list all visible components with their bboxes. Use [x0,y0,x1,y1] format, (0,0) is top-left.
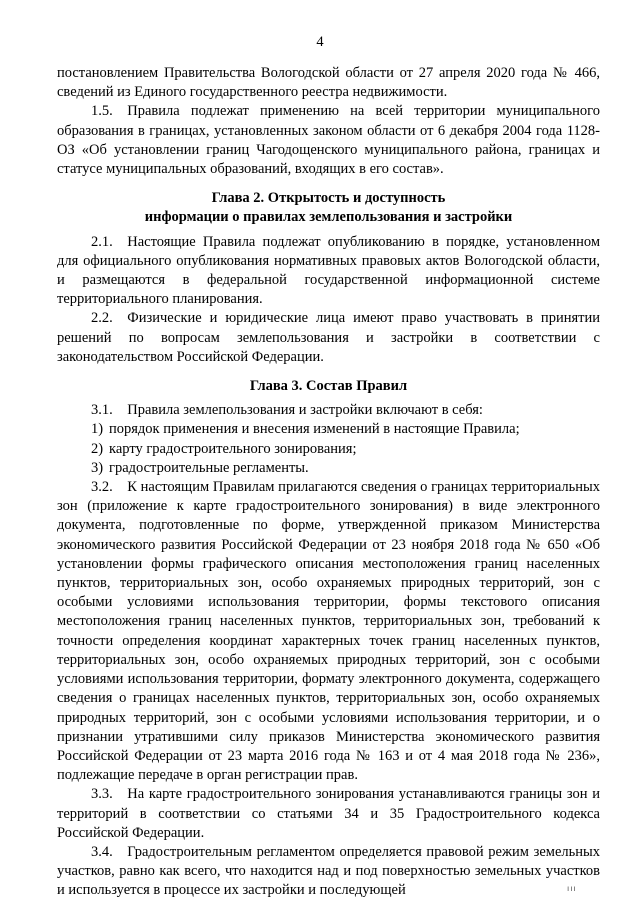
chapter-3-title: Глава 3. Состав Правил [249,378,408,395]
paragraph-3-4: 3.4. Градостроительным регламентом определяется правовой режим земельных участков, равно как всего, что находится над и под поверхностью земельных участков и используется в процессе их застройки и последующей [57,843,600,899]
list-item-text: градостроительные регламенты. [109,459,309,476]
paragraph-3-3: 3.3. На карте градостроительного зонирования устанавливаются границы зон и территорий в соответствии со статьями 34 и 35 Градостроительного кодекса Российской Федерации. [57,786,600,841]
list-item [57,420,600,439]
list-item [57,440,600,459]
list-item [57,459,600,478]
document-body [57,64,600,901]
list-item-number: 3) [91,459,104,476]
paragraph-1-5: 1.5. Правила подлежат применению на всей территории муниципального образования в границах, установленных законом области от 6 декабря 2004 года 1128-ОЗ «Об установлении границ Чагодощенского муниципального района, границах и статусе муниципальных образований, входящих в его состав». [57,103,600,178]
footer-mark: ııı [567,884,577,893]
paragraph-2-2: 2.2. Физические и юридические лица имеют право участвовать в принятии решений по вопросам землепользования и застройки в соответствии с законодательством Российской Федерации. [57,310,600,365]
paragraph-continuation: постановлением Правительства Вологодской области от 27 апреля 2020 года № 466, сведений из Единого государственного реестра недвижимости. [57,65,600,101]
page-number: 4 [316,34,324,50]
chapter-2-title-line1: Глава 2. Открытость и доступность [211,190,446,207]
list-item-text: порядок применения и внесения изменений в настоящие Правила; [109,421,520,438]
list-item-text: карту градостроительного зонирования; [109,440,357,457]
list-item-number: 2) [91,440,104,457]
list-item-number: 1) [91,421,104,438]
paragraph-2-1: 2.1. Настоящие Правила подлежат опубликованию в порядке, установленном для официального опубликования нормативных правовых актов Вологодской области, и размещаются в федеральной государственной информационной системе территориального планирования. [57,233,600,308]
paragraph-3-2: 3.2. К настоящим Правилам прилагаются сведения о границах территориальных зон (приложение к карте градостроительного зонирования) в виде электронного документа, подготовленные по форме, утвержденной приказом Министерства экономического развития Российской Федерации от 23 ноября 2018 года № 650 «Об установлении формы графического описания местоположения границ населенных пунктов, территориальных зон, особо охраняемых природных территорий, зон с особыми условиями использования территории, формы текстового описания местоположения границ населенных пунктов, территориальных зон, требований к точности определения координат характерных точек границ населенных пунктов, территориальных зон, особо охраняемых природных территорий, зон с особыми условиями использования территории, формату электронного документа, содержащего сведения о границах населенных пунктов, территориальных зон, особо охраняемых природных территорий, зон с особыми условиями использования территории, и о признании утратившими силу приказов Министерства экономического развития Российской Федерации от 23 марта 2016 года № 163 и от 4 мая 2018 года № 236», подлежащие передаче в орган регистрации прав. [57,479,600,784]
paragraph-3-1: 3.1. Правила землепользования и застройки включают в себя: [91,402,483,419]
chapter-2-title-line2: информации о правилах землепользования и застройки [144,209,513,226]
